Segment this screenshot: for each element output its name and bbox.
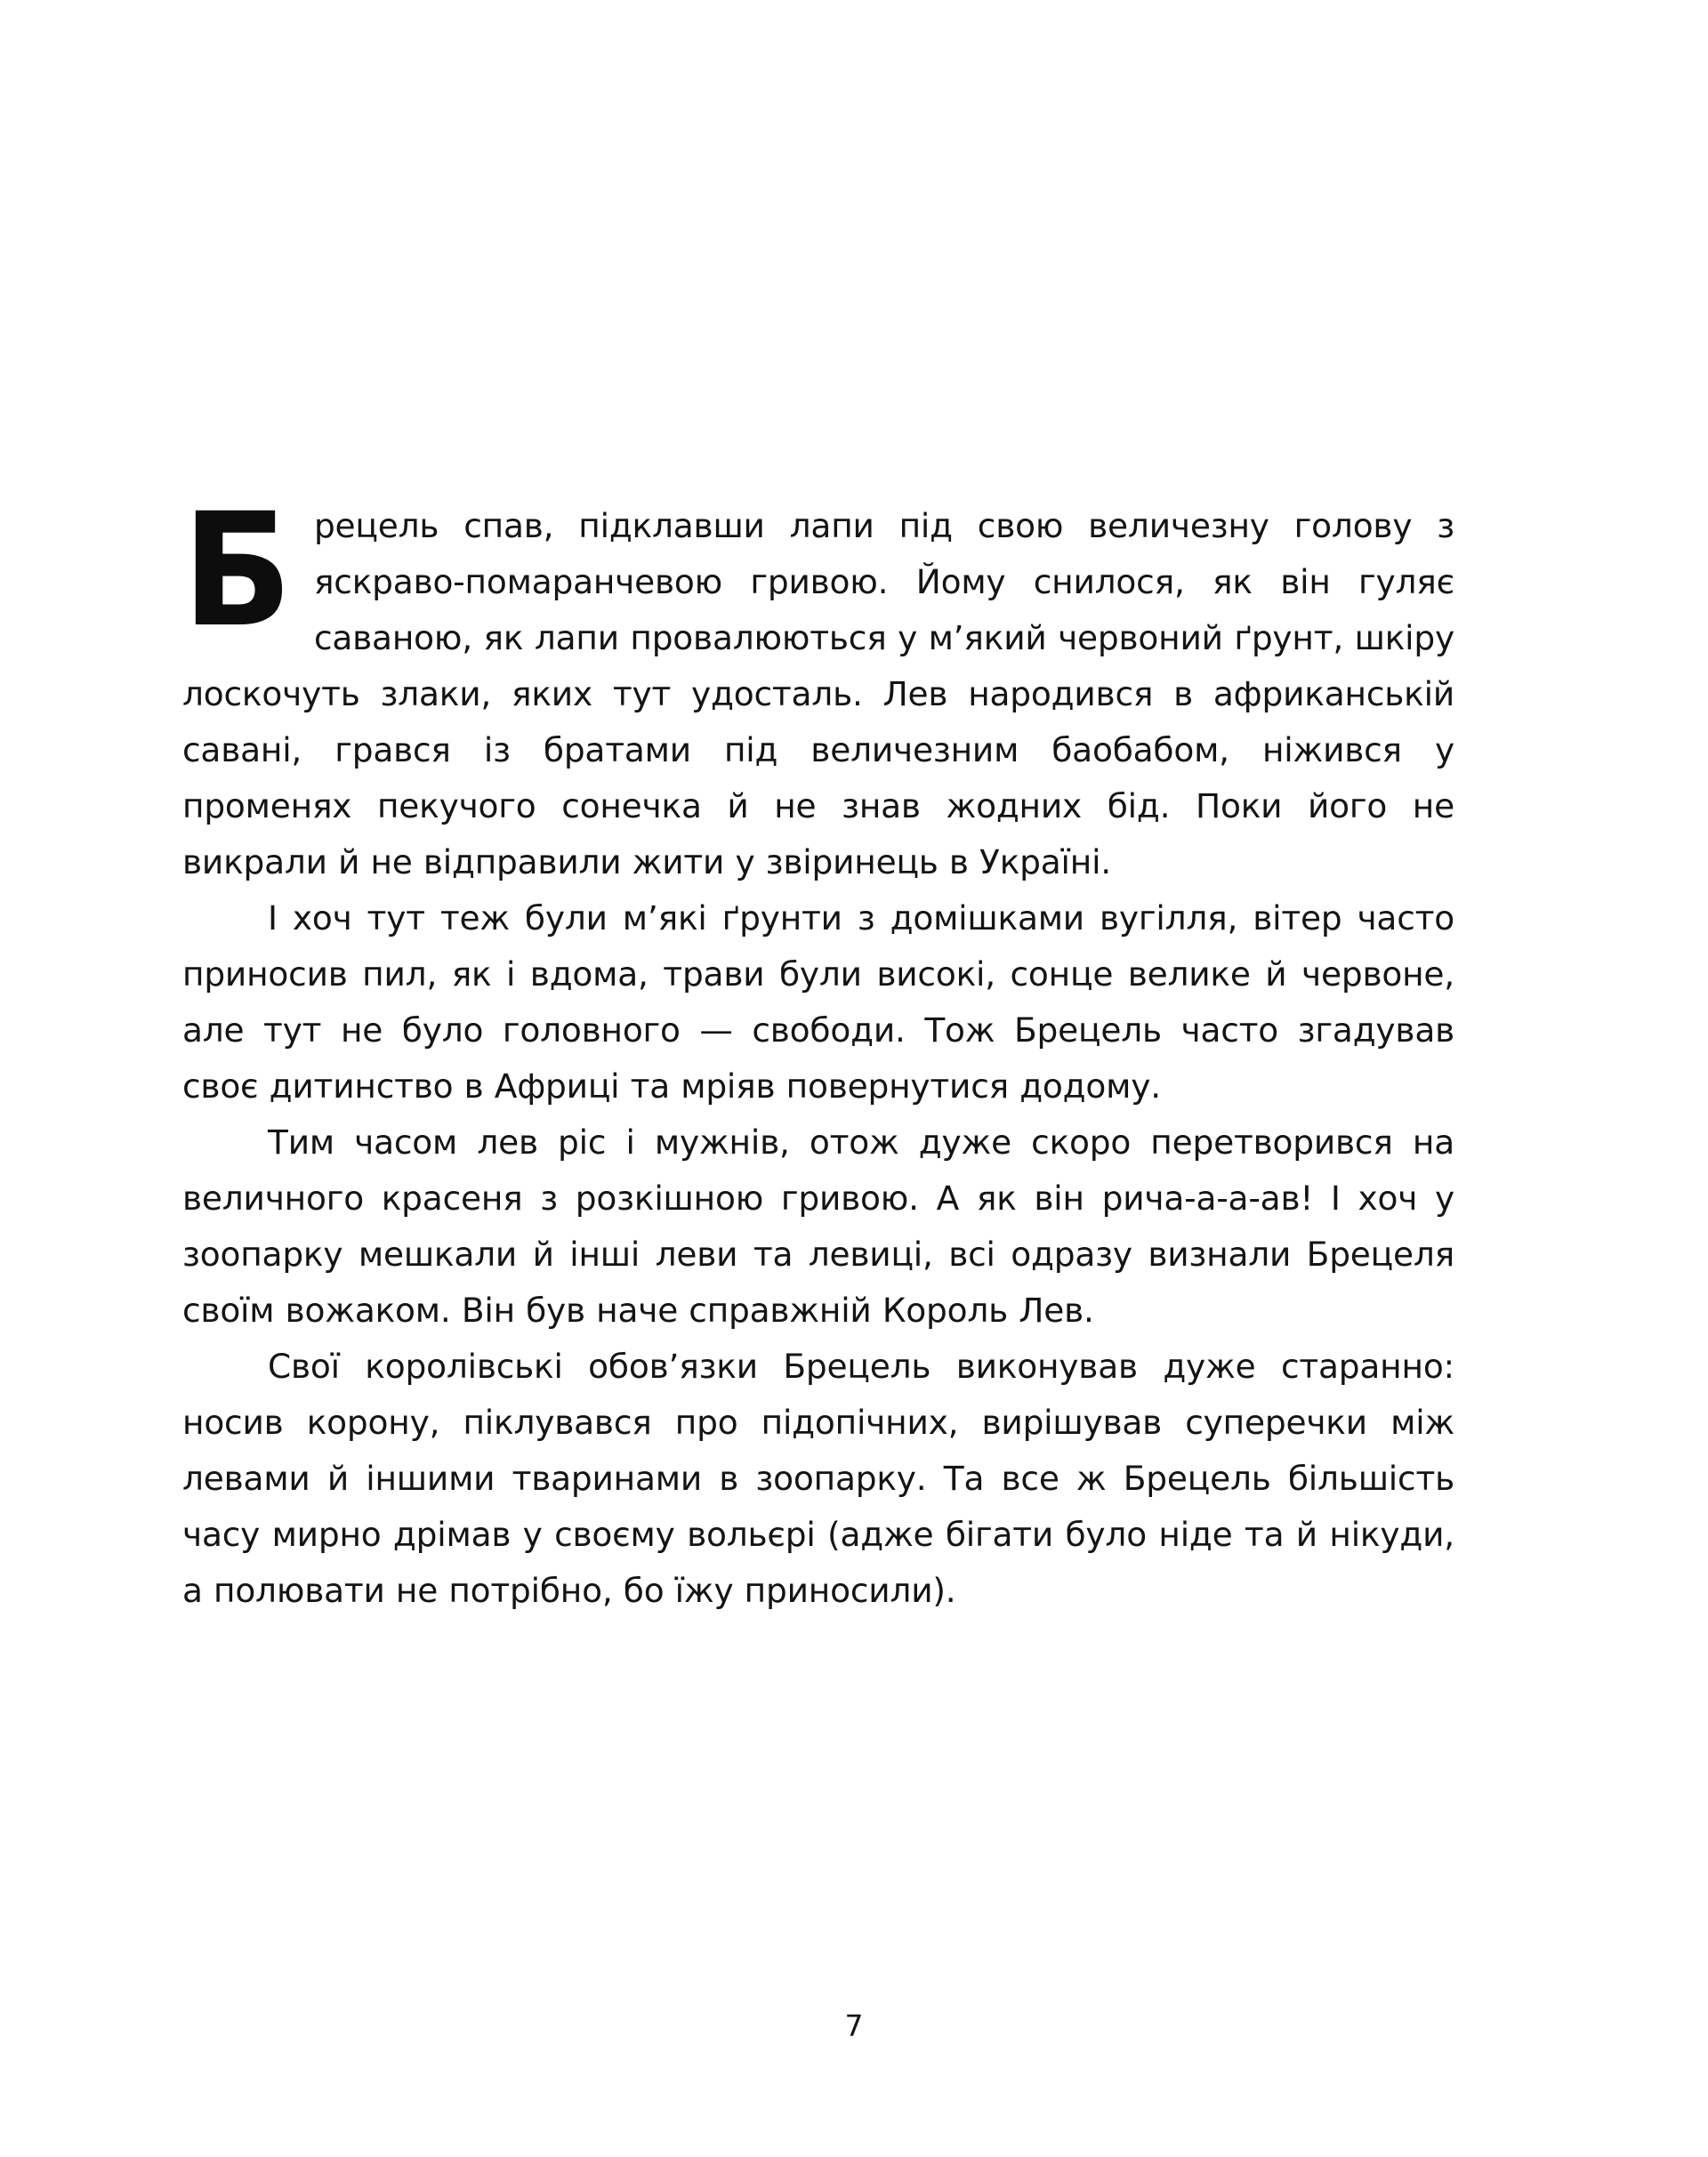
paragraph-4: Свої королівські обов’язки Брецель виконував дуже старанно: носив корону, піклувався про підопічних, вирішував суперечки між левами й іншими тваринами в зоопарку. Та все ж Брецель більшість часу мирно дрімав у своєму вольєрі (адже бігати було ніде та й нікуди, а полювати не потрібно, бо їжу приносили). xyxy=(182,1347,1454,1610)
page-number: 7 xyxy=(844,2008,864,2043)
drop-cap-letter: Б xyxy=(182,479,293,662)
paragraph-1-text: рецель спав, підклавши лапи під свою величезну голову з яскраво-помаранчевою гривою. Йому снилося, як він гуляє саваною, як лапи провалюються у м’який червоний ґрунт, шкіру лоскочуть злаки, яких тут удосталь. Лев народився в африканській савані, грався із братами під величезним баобабом, ніжився у променях пекучого сонечка й не знав жодних бід. Поки його не викрали й не відправили жити у звіринець в Україні. xyxy=(182,506,1454,881)
paragraph-3: Тим часом лев ріс і мужнів, отож дуже скоро перетворився на величного красеня з розкішною гривою. А як він рича-а-а-ав! І хоч у зоопарку мешкали й інші леви та левиці, всі одразу визнали Брецеля своїм вожаком. Він був наче справжній Король Лев. xyxy=(182,1123,1454,1330)
page-text-body xyxy=(182,479,1454,1619)
paragraph-1 xyxy=(182,479,1454,890)
paragraph-2: І хоч тут теж були м’які ґрунти з домішками вугілля, вітер часто приносив пил, як і вдома, трави були високі, сонце велике й червоне, але тут не було головного — свободи. Тож Брецель часто згадував своє дитинство в Африці та мріяв повернутися додому. xyxy=(182,898,1454,1106)
